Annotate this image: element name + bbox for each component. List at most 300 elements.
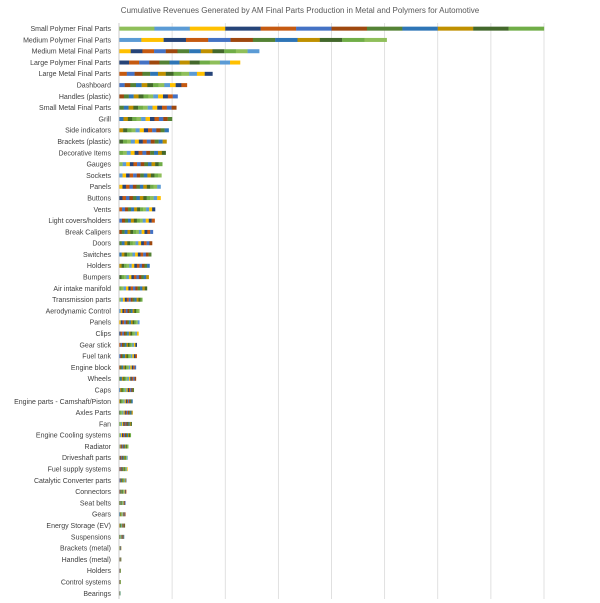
- bar-segment: [128, 320, 130, 324]
- bar-segment: [149, 253, 152, 257]
- bar-segment: [159, 140, 163, 144]
- bar-segment: [141, 275, 144, 279]
- category-label: Wheels: [87, 376, 111, 384]
- bar-segment: [121, 309, 123, 313]
- bar-segment: [261, 27, 297, 31]
- bar-segment: [137, 264, 140, 268]
- bar-segment: [128, 445, 129, 449]
- bar-segment: [138, 320, 140, 324]
- bar-segment: [123, 128, 127, 132]
- category-label: Medium Metal Final Parts: [31, 48, 111, 56]
- bar-segment: [142, 49, 154, 53]
- bar-segment: [119, 162, 123, 166]
- bar-segment: [131, 320, 133, 324]
- bar: [119, 445, 129, 449]
- bar-segment: [129, 411, 130, 415]
- bar-segment: [123, 140, 127, 144]
- bar-segment: [230, 61, 240, 65]
- bar-segment: [131, 49, 143, 53]
- bar: [119, 343, 137, 347]
- bar: [119, 128, 169, 132]
- bar-segment: [137, 117, 142, 121]
- bar-segment: [146, 117, 151, 121]
- bar-segment: [122, 219, 125, 223]
- bar-segment: [125, 422, 126, 426]
- bar-segment: [168, 117, 173, 121]
- bar-segment: [402, 27, 438, 31]
- bar-segment: [130, 422, 131, 426]
- bar-segment: [123, 151, 127, 155]
- bar-segment: [124, 332, 126, 336]
- bar-segment: [120, 433, 121, 437]
- bar-segment: [186, 38, 208, 42]
- bar-segment: [154, 49, 166, 53]
- bar-segment: [119, 117, 124, 121]
- bar-segment: [131, 151, 135, 155]
- category-label: Catalytic Converter parts: [33, 477, 111, 485]
- category-label: Caps: [94, 387, 111, 395]
- bar-segment: [332, 27, 368, 31]
- category-label: Dashboard: [76, 82, 111, 90]
- bar-segment: [143, 106, 148, 110]
- bar-segment: [129, 298, 131, 302]
- bar-segment: [126, 377, 128, 381]
- bar-segment: [131, 219, 134, 223]
- bar-segment: [125, 343, 127, 347]
- bar-segment: [141, 38, 163, 42]
- bar-segment: [127, 332, 129, 336]
- bar-segment: [127, 253, 130, 257]
- bar-segment: [121, 388, 122, 392]
- bar-segment: [157, 185, 161, 189]
- bar: [119, 433, 131, 437]
- category-label: Medium Polymer Final Parts: [23, 37, 111, 45]
- bar-segment: [119, 241, 122, 245]
- bar-segment: [140, 128, 144, 132]
- bar-segment: [142, 286, 144, 290]
- bar-segment: [129, 343, 131, 347]
- bar-segment: [135, 354, 137, 358]
- bar-segment: [139, 275, 142, 279]
- bar-segment: [176, 83, 182, 87]
- category-label: Small Polymer Final Parts: [30, 26, 111, 34]
- bar-segment: [141, 162, 145, 166]
- bar: [119, 399, 133, 403]
- category-label: Handles (metal): [61, 556, 111, 564]
- bar-segment: [181, 72, 189, 76]
- bar-segment: [135, 140, 139, 144]
- bar: [119, 151, 166, 155]
- bar-segment: [158, 173, 162, 177]
- bar-segment: [123, 433, 124, 437]
- bar-segment: [122, 399, 123, 403]
- category-label: Transmission parts: [52, 297, 111, 305]
- bar-segment: [140, 207, 143, 211]
- bar-segment: [137, 298, 139, 302]
- bar-segment: [148, 162, 152, 166]
- category-label: Panels: [89, 319, 111, 327]
- bar-segment: [133, 173, 137, 177]
- bar-segment: [136, 185, 140, 189]
- category-label: Axles Parts: [75, 410, 111, 418]
- bar: [119, 61, 240, 65]
- bar: [119, 524, 125, 528]
- bar: [119, 320, 140, 324]
- bar-segment: [139, 230, 142, 234]
- bar-segment: [131, 140, 135, 144]
- bar-segment: [298, 38, 320, 42]
- bar-segment: [127, 467, 128, 471]
- bar-segment: [172, 106, 177, 110]
- bar-segment: [129, 106, 134, 110]
- category-label: Panels: [89, 184, 111, 192]
- bar-segment: [128, 207, 131, 211]
- bar-segment: [129, 264, 132, 268]
- bar-segment: [130, 162, 134, 166]
- bar-segment: [129, 196, 133, 200]
- bar: [119, 27, 544, 31]
- bar-segment: [129, 309, 131, 313]
- bar-segment: [129, 422, 130, 426]
- bar: [119, 388, 134, 392]
- bar-segment: [119, 230, 122, 234]
- gridlines: [172, 23, 544, 599]
- bar: [119, 94, 178, 98]
- bar-segment: [123, 343, 125, 347]
- bar-segment: [133, 388, 134, 392]
- bar-segment: [120, 411, 121, 415]
- bar-segment: [146, 207, 149, 211]
- bar-segment: [320, 38, 342, 42]
- bar-segment: [137, 173, 141, 177]
- bar-segment: [122, 253, 125, 257]
- bar-segment: [132, 264, 135, 268]
- bar-segment: [120, 365, 122, 369]
- bar-segment: [147, 196, 151, 200]
- bar-segment: [122, 343, 124, 347]
- bar-segment: [125, 207, 128, 211]
- bar-segment: [137, 219, 140, 223]
- bar-segment: [130, 399, 131, 403]
- category-label: Doors: [92, 240, 111, 248]
- bar-segment: [137, 207, 140, 211]
- bar-segment: [123, 298, 125, 302]
- category-label: Air intake manifold: [53, 285, 111, 293]
- bar-segment: [129, 433, 130, 437]
- bar-segment: [128, 433, 129, 437]
- bar-segment: [158, 151, 162, 155]
- bar-segment: [121, 422, 122, 426]
- bar-segment: [129, 320, 131, 324]
- bar-segment: [148, 94, 153, 98]
- category-label: Switches: [82, 251, 111, 259]
- category-label: Side indicators: [65, 127, 111, 135]
- bar-segment: [123, 422, 124, 426]
- bar-segment: [134, 94, 139, 98]
- bar-segment: [200, 61, 210, 65]
- category-label: Engine parts - Camshaft/Piston: [14, 398, 111, 406]
- bar-segment: [128, 286, 130, 290]
- bar-segment: [125, 388, 126, 392]
- bar-segment: [133, 162, 137, 166]
- bar-segment: [142, 83, 148, 87]
- category-label: Radiator: [84, 443, 111, 451]
- category-label: Control systems: [60, 579, 111, 587]
- bar-segment: [126, 185, 130, 189]
- bar-segment: [140, 298, 142, 302]
- bar-segment: [136, 320, 138, 324]
- bar-segment: [140, 196, 144, 200]
- bar-segment: [129, 61, 139, 65]
- bar-segment: [123, 377, 125, 381]
- bar-segment: [133, 230, 136, 234]
- bar-segment: [119, 94, 124, 98]
- bar-segment: [144, 162, 148, 166]
- bar-segment: [136, 241, 139, 245]
- bar-segment: [253, 38, 275, 42]
- bar-segment: [342, 38, 364, 42]
- bar-segment: [134, 264, 137, 268]
- bar: [119, 264, 150, 268]
- bar-segment: [119, 49, 131, 53]
- bar-segment: [509, 27, 545, 31]
- bar: [119, 332, 139, 336]
- bar-segment: [164, 83, 170, 87]
- bar-segment: [142, 264, 145, 268]
- bar-segment: [133, 196, 137, 200]
- bar-segment: [143, 94, 148, 98]
- bar-segment: [131, 309, 133, 313]
- bar-segment: [150, 196, 154, 200]
- bar-segment: [168, 94, 173, 98]
- bar-segment: [145, 264, 148, 268]
- bar-segment: [126, 490, 127, 494]
- bar-segment: [122, 354, 124, 358]
- bar-segment: [129, 365, 131, 369]
- category-label: Fuel tank: [82, 353, 111, 361]
- bar-segment: [141, 253, 144, 257]
- bar-segment: [181, 83, 187, 87]
- bar-segment: [147, 83, 153, 87]
- bar-segment: [129, 275, 132, 279]
- bar-segment: [189, 72, 197, 76]
- bar-segment: [132, 377, 134, 381]
- bar-segment: [133, 241, 136, 245]
- bar-segment: [127, 140, 131, 144]
- category-label: Aerodynamic Control: [45, 308, 111, 316]
- category-label: Driveshaft parts: [61, 455, 111, 463]
- category-label: Gear stick: [79, 342, 111, 350]
- bar-segment: [162, 151, 166, 155]
- category-label: Grill: [98, 116, 111, 124]
- bar-segment: [126, 332, 128, 336]
- category-label: Decorative Items: [58, 150, 111, 158]
- bar-segment: [129, 332, 131, 336]
- bar-segment: [132, 354, 134, 358]
- bar-segment: [124, 411, 125, 415]
- category-label: Small Metal Final Parts: [39, 105, 111, 113]
- bar-segment: [135, 377, 137, 381]
- bar: [119, 83, 187, 87]
- bar-segment: [153, 83, 159, 87]
- bar-segment: [131, 354, 133, 358]
- bar-segment: [127, 433, 128, 437]
- bar-segment: [136, 83, 142, 87]
- bar-segment: [140, 286, 142, 290]
- bar-segment: [127, 264, 130, 268]
- bar-segment: [140, 219, 143, 223]
- bar-segment: [131, 275, 134, 279]
- bar-segment: [128, 354, 130, 358]
- bar-segment: [126, 196, 130, 200]
- bar-segment: [126, 320, 128, 324]
- bar-segment: [127, 411, 128, 415]
- bar: [119, 162, 163, 166]
- bar: [119, 309, 140, 313]
- bar-segment: [123, 173, 127, 177]
- bar-segment: [154, 196, 158, 200]
- bar: [119, 140, 167, 144]
- bar-segment: [121, 275, 124, 279]
- bar-segment: [190, 61, 200, 65]
- bar-segment: [151, 140, 155, 144]
- bar-segment: [126, 173, 130, 177]
- bar-segment: [138, 106, 143, 110]
- bar-segment: [146, 275, 149, 279]
- category-label: Handles (plastic): [58, 93, 111, 101]
- bar-segment: [142, 151, 146, 155]
- bar-segment: [131, 399, 132, 403]
- bar-segment: [129, 94, 134, 98]
- bar-segment: [119, 128, 123, 132]
- bar-segment: [133, 185, 137, 189]
- category-labels: [14, 26, 112, 598]
- bar-segment: [122, 264, 125, 268]
- bar-segment: [122, 422, 123, 426]
- bar-segment: [124, 388, 125, 392]
- bar-segment: [134, 343, 136, 347]
- bar-segment: [129, 388, 130, 392]
- bar-segment: [197, 72, 205, 76]
- bar-segment: [119, 72, 127, 76]
- bar-segment: [124, 422, 125, 426]
- bar-segment: [143, 140, 147, 144]
- bar-segment: [149, 207, 152, 211]
- bar-segment: [131, 286, 133, 290]
- bar-segment: [130, 377, 132, 381]
- bar-segment: [205, 72, 213, 76]
- bar-segment: [135, 286, 137, 290]
- bar-segment: [131, 298, 133, 302]
- bar-segment: [170, 83, 176, 87]
- category-label: Suspensions: [70, 534, 111, 542]
- bar-segment: [149, 219, 152, 223]
- bar-segment: [119, 83, 125, 87]
- bar-segment: [132, 117, 137, 121]
- bar-segment: [162, 106, 167, 110]
- bar-segment: [236, 49, 248, 53]
- bar-segment: [166, 72, 174, 76]
- bar-segment: [119, 38, 141, 42]
- bar-segment: [127, 128, 131, 132]
- bar-segment: [135, 343, 137, 347]
- bar-segment: [150, 72, 158, 76]
- bar-segment: [156, 128, 160, 132]
- bar-segment: [148, 106, 153, 110]
- bar-segment: [124, 286, 126, 290]
- bar-segment: [166, 49, 178, 53]
- bar-segment: [122, 433, 123, 437]
- bar-segment: [130, 388, 131, 392]
- bar-segment: [122, 241, 125, 245]
- bar-segment: [231, 38, 253, 42]
- bar-segment: [136, 309, 138, 313]
- bar-segment: [121, 332, 123, 336]
- bar: [119, 354, 137, 358]
- bar: [119, 117, 172, 121]
- bar-segment: [119, 173, 123, 177]
- bar-segment: [220, 61, 230, 65]
- bar-segment: [131, 422, 132, 426]
- bar-segment: [120, 343, 122, 347]
- bar: [119, 173, 162, 177]
- bar-segment: [120, 354, 122, 358]
- bar-segment: [125, 411, 126, 415]
- bar-segment: [145, 230, 148, 234]
- category-label: Engine Cooling systems: [35, 432, 111, 440]
- bar: [119, 275, 149, 279]
- bar-segment: [275, 38, 297, 42]
- bar-segment: [473, 27, 509, 31]
- bar-segment: [134, 275, 137, 279]
- bar-segment: [127, 151, 131, 155]
- bar-segment: [126, 354, 128, 358]
- bar-segment: [128, 388, 129, 392]
- category-label: Brackets (metal): [60, 545, 111, 553]
- bar-segment: [124, 275, 127, 279]
- bar-segment: [131, 207, 134, 211]
- bar-segment: [125, 501, 126, 505]
- bar: [119, 377, 136, 381]
- bar-segment: [130, 83, 136, 87]
- bar-segment: [213, 49, 225, 53]
- bar-segment: [135, 151, 139, 155]
- bar-segment: [140, 173, 144, 177]
- bar-segment: [140, 185, 144, 189]
- bar-segment: [129, 185, 133, 189]
- bar: [119, 253, 151, 257]
- bar-segment: [150, 185, 154, 189]
- bar-segment: [158, 72, 166, 76]
- bar-segment: [296, 27, 332, 31]
- bar: [119, 207, 155, 211]
- bar-segment: [119, 185, 123, 189]
- bar-segment: [122, 320, 124, 324]
- bar-segment: [130, 411, 131, 415]
- bar-segment: [126, 422, 127, 426]
- bar-segment: [124, 524, 125, 528]
- bar-segment: [154, 185, 158, 189]
- bar-segment: [129, 399, 130, 403]
- category-label: Fan: [98, 421, 111, 429]
- bar-segment: [126, 309, 128, 313]
- bar-segment: [157, 106, 162, 110]
- bar-segment: [124, 320, 126, 324]
- bar-segment: [128, 309, 130, 313]
- bar: [119, 490, 126, 494]
- bar-segment: [124, 264, 127, 268]
- bar-segment: [124, 433, 125, 437]
